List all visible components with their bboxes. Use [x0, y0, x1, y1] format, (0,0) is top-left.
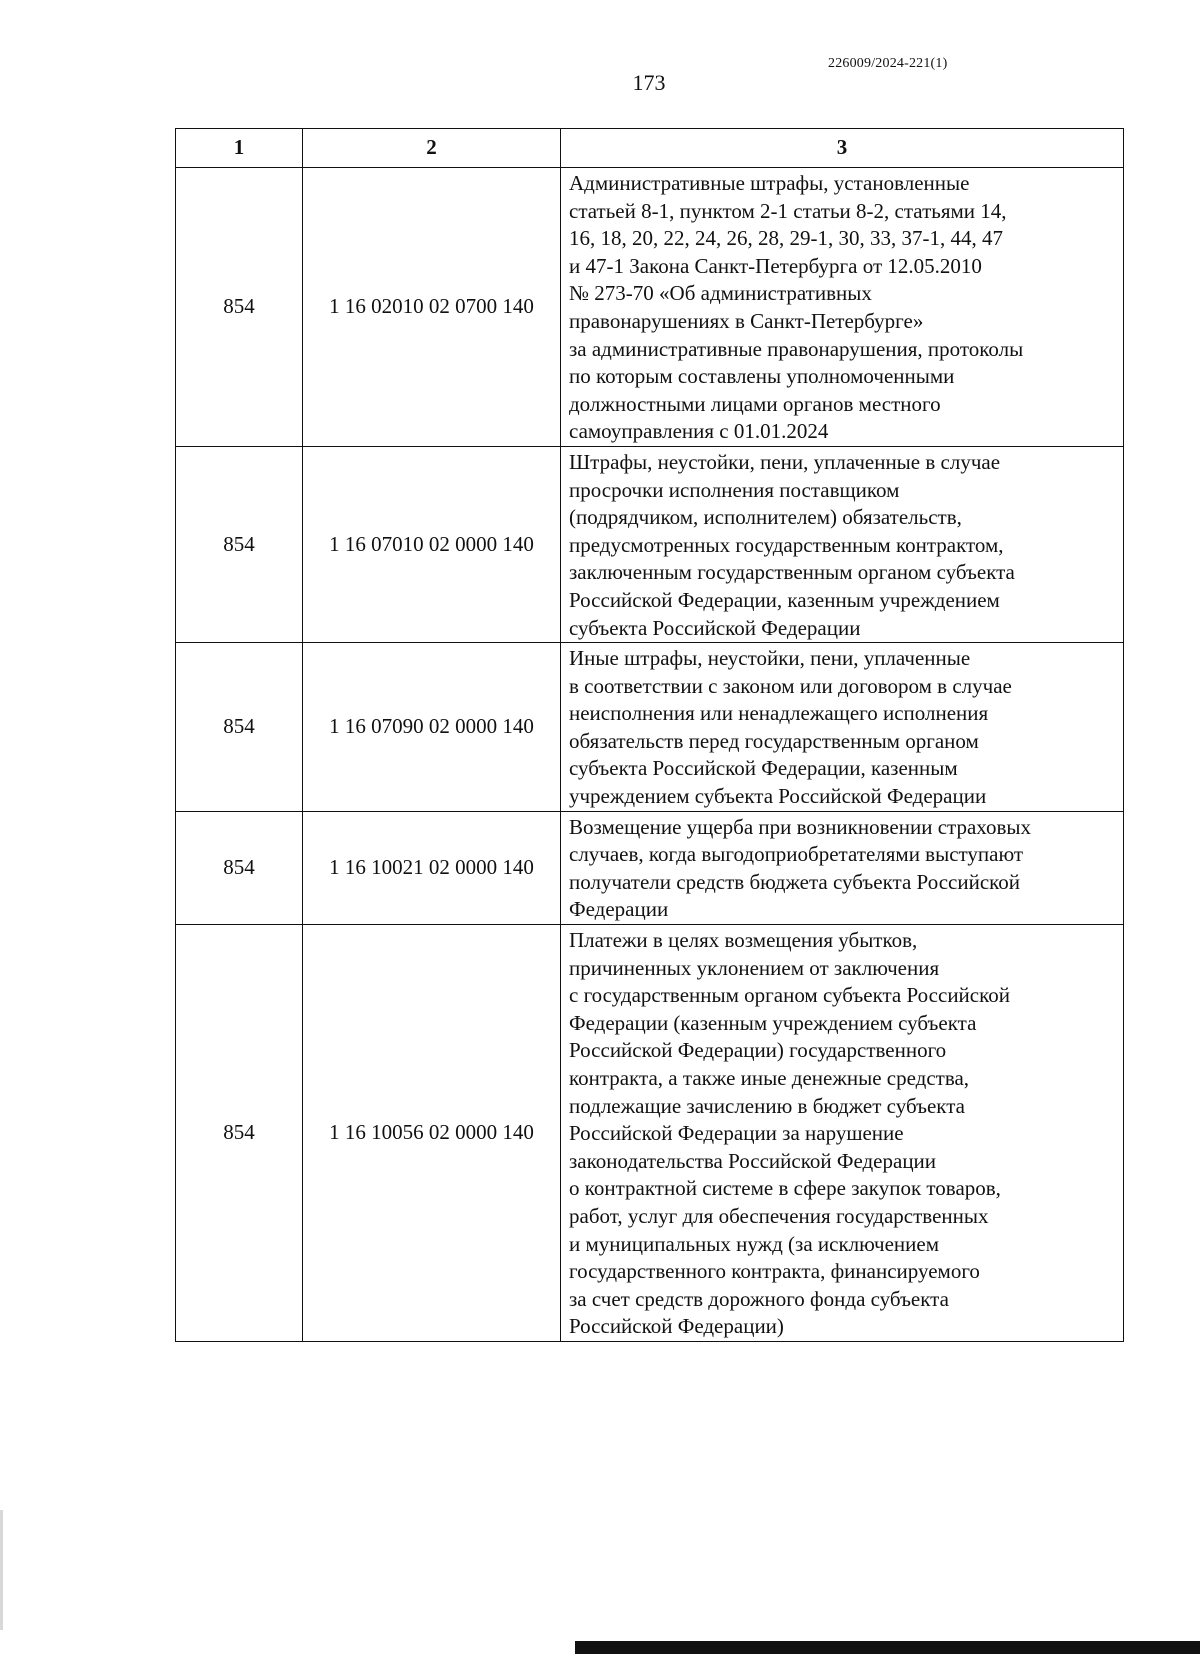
- revenue-description-cell: [561, 925, 1124, 1342]
- description-line: учреждением субъекта Российской Федерации: [569, 784, 987, 809]
- description-line: Российской Федерации за нарушение: [569, 1121, 904, 1146]
- description-line: просрочки исполнения поставщиком: [569, 477, 900, 502]
- table-row: [176, 643, 1124, 812]
- document-registration-number: 226009/2024-221(1): [828, 56, 948, 71]
- budget-classification-code-cell: 1 16 07090 02 0000 140: [303, 643, 561, 812]
- description-line: законодательства Российской Федерации: [569, 1148, 937, 1173]
- description-line: предусмотренных государственным контрактом,: [569, 532, 1004, 557]
- column-header-2: 2: [303, 129, 561, 168]
- description-line: в соответствии с законом или договором в случае: [569, 673, 1012, 698]
- budget-classification-code-cell: 1 16 07010 02 0000 140: [303, 446, 561, 642]
- description-line: Иные штрафы, неустойки, пени, уплаченные: [569, 646, 971, 671]
- description-line: статьей 8-1, пунктом 2-1 статьи 8-2, статьями 14,: [569, 198, 1007, 223]
- description-line: и 47-1 Закона Санкт-Петербурга от 12.05.2010: [569, 253, 982, 278]
- description-line: Федерации: [569, 897, 669, 922]
- description-line: получатели средств бюджета субъекта Российской: [569, 869, 1021, 894]
- table-body: [176, 168, 1124, 1342]
- description-line: 16, 18, 20, 22, 24, 26, 28, 29-1, 30, 33, 37-1, 44, 47: [569, 226, 1003, 251]
- description-line: (подрядчиком, исполнителем) обязательств,: [569, 505, 962, 530]
- description-line: № 273-70 «Об административных: [569, 281, 872, 306]
- page-number: 173: [632, 70, 666, 95]
- admin-code-cell: 854: [176, 643, 303, 812]
- description-line: Федерации (казенным учреждением субъекта: [569, 1010, 977, 1035]
- description-line: о контрактной системе в сфере закупок товаров,: [569, 1176, 1001, 1201]
- description-line: должностными лицами органов местного: [569, 391, 941, 416]
- description-line: Штрафы, неустойки, пени, уплаченные в случае: [569, 449, 1001, 474]
- column-header-1: 1: [176, 129, 303, 168]
- description-line: Российской Федерации, казенным учреждением: [569, 587, 1000, 612]
- description-line: Административные штрафы, установленные: [569, 171, 970, 195]
- revenue-description-cell: [561, 168, 1124, 447]
- description-line: за счет средств дорожного фонда субъекта: [569, 1286, 949, 1311]
- description-line: Российской Федерации): [569, 1314, 784, 1339]
- description-line: Возмещение ущерба при возникновении страховых: [569, 814, 1031, 839]
- revenue-codes-table: [175, 128, 1124, 1342]
- description-line: и муниципальных нужд (за исключением: [569, 1231, 939, 1256]
- description-line: обязательств перед государственным органом: [569, 728, 979, 753]
- budget-classification-code-cell: 1 16 10056 02 0000 140: [303, 925, 561, 1342]
- description-line: причиненных уклонением от заключения: [569, 955, 940, 980]
- description-line: работ, услуг для обеспечения государственных: [569, 1203, 989, 1228]
- revenue-description-cell: [561, 811, 1124, 924]
- description-line: правонарушениях в Санкт-Петербурге»: [569, 308, 924, 333]
- budget-classification-code-cell: 1 16 02010 02 0700 140: [303, 168, 561, 447]
- scan-edge-mark: [0, 1510, 3, 1630]
- description-line: подлежащие зачислению в бюджет субъекта: [569, 1093, 965, 1118]
- description-line: субъекта Российской Федерации: [569, 615, 861, 640]
- revenue-description-cell: [561, 446, 1124, 642]
- description-line: по которым составлены уполномоченными: [569, 364, 955, 389]
- admin-code-cell: 854: [176, 811, 303, 924]
- description-line: государственного контракта, финансируемого: [569, 1259, 980, 1284]
- admin-code-cell: 854: [176, 925, 303, 1342]
- table-row: [176, 925, 1124, 1342]
- budget-classification-code-cell: 1 16 10021 02 0000 140: [303, 811, 561, 924]
- description-line: субъекта Российской Федерации, казенным: [569, 756, 958, 781]
- table-header-row: [176, 129, 1124, 168]
- scan-bottom-rule: [575, 1641, 1200, 1654]
- description-line: Платежи в целях возмещения убытков,: [569, 928, 918, 953]
- description-line: заключенным государственным органом субъекта: [569, 560, 1015, 585]
- admin-code-cell: 854: [176, 168, 303, 447]
- description-line: контракта, а также иные денежные средства,: [569, 1066, 970, 1090]
- table-row: [176, 811, 1124, 924]
- revenue-description-cell: [561, 643, 1124, 812]
- table-row: [176, 168, 1124, 447]
- description-line: Российской Федерации) государственного: [569, 1038, 947, 1063]
- description-line: самоуправления с 01.01.2024: [569, 419, 829, 444]
- table-row: [176, 446, 1124, 642]
- column-header-3: 3: [561, 129, 1124, 168]
- description-line: неисполнения или ненадлежащего исполнения: [569, 701, 989, 726]
- description-line: за административные правонарушения, протоколы: [569, 336, 1024, 361]
- description-line: случаев, когда выгодоприобретателями выступают: [569, 842, 1024, 867]
- admin-code-cell: 854: [176, 446, 303, 642]
- description-line: с государственным органом субъекта Российской: [569, 983, 1010, 1008]
